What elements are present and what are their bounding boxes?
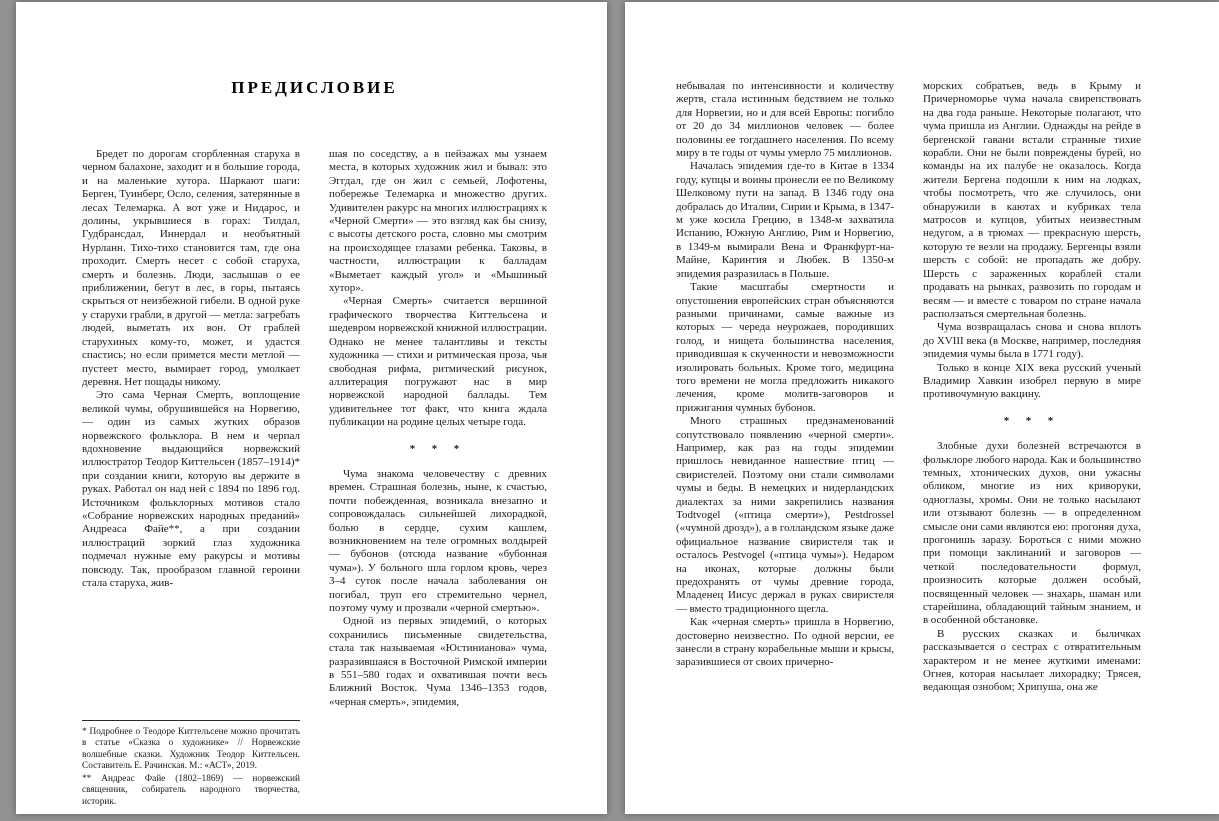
- right-page-columns: [676, 80, 1140, 695]
- right-page-column-2: [923, 80, 1141, 695]
- paragraph: Только в конце XIX века русский ученый Владимир Хавкин изобрел первую в мире противочумную вакцину.: [923, 361, 1141, 401]
- section-separator: * * *: [409, 442, 467, 455]
- paragraph: Это сама Черная Смерть, воплощение великой чумы, обрушившейся на Норвегию, — один из самых жутких образов норвежского фольклора. В нем и черпал вдохновение выдающийся норвежский иллюстратор Теодор Киттельсен (1857–1914)* при создании книги, которую вы держите в руках. Работал он над ней с 1894 по 1896 год. Источником фольклорных мотивов стало «Собрание норвежских народных преданий» Андреаса Файе**, а при создании иллюстраций зоркий глаз художника подмечал нужные ему ракурсы и мотивы повсюду. Так, прообразом главной героини стала старуха, жив-: [82, 389, 300, 589]
- left-page-columns: [82, 148, 547, 808]
- paragraph: ** Андреас Файе (1802–1869) — норвежский священник, собиратель народного творчества, историк.: [82, 774, 300, 807]
- paragraph: шая по соседству, а в пейзажах мы узнаем места, в которых художник жил и бывал: это Эггдал, где он жил с семьей, Лофотены, побережье Телемарка и множество других. Удивителен ракурс на многих иллюстрациях к «Черной Смерти» — это взгляд как бы снизу, с высоты детского роста, словно мы смотрим на происходящее глазами ребенка. Таковы, в частности, иллюстрации к балладам «Выметает каждый угол» и «Мышиный хутор».: [329, 148, 547, 295]
- paragraph: Одной из первых эпидемий, о которых сохранились письменные свидетельства, стала так называемая «Юстинианова» чума, разразившаяся в Восточной Римской империи в 551–580 годах и охватившая почти весь Ближний Восток. Чума 1346–1353 годов, «черная смерть», эпидемия,: [329, 615, 547, 708]
- paragraph: «Черная Смерть» считается вершиной графического творчества Киттельсена и шедевром норвежской книжной иллюстрации. Однако не менее талантливы и тексты художника — стихи и ритмическая проза, чья свободная рифма, ритмический рисунок, аллитерация погружают нас в мир норвежской народной баллады. Тем удивительнее тот факт, что книга ждала публикации на родине целых четыре года.: [329, 295, 547, 429]
- paragraph: небывалая по интенсивности и количеству жертв, стала истинным бедствием не только для Норвегии, но и для всей Европы: погибло от 20 до 34 миллионов человек — более половины ее тогдашнего населения. По всему миру в те годы от чумы умерло 75 миллионов.: [676, 80, 894, 160]
- paragraph: Чума возвращалась снова и снова вплоть до XVIII века (в Москве, например, последняя эпидемия чумы была в 1771 году).: [923, 321, 1141, 361]
- paragraph: Много страшных предзнаменований сопутствовало появлению «черной смерти». Например, как раз на годы эпидемии пришлось невиданное нашествие птиц — свиристелей. Поэтому они стали символами чумы и беды. В немецких и нидерландских диалектах за ними закрепились названия Todtvogel («птица смерти»), Pestdrossel («чумной дрозд»), а в голландском языке даже официальное название свиристеля так и осталось Pestvogel («птица чумы»). Недаром на иконах, которые должны были предохранять от чумы древние города, Младенец Иисус держал в руках свиристеля — вместо традиционного щегла.: [676, 415, 894, 615]
- column-text: [329, 148, 547, 709]
- paragraph: Чума знакома человечеству с древних времен. Страшная болезнь, ныне, к счастью, почти побежденная, возникала внезапно и сопровождалась сильнейшей лихорадкой, болью в сердце, сухим кашлем, возникновением на теле огромных волдырей — бубонов (отсюда название «бубонная чума»). У больного шла горлом кровь, через 3–4 суток после начала заболевания он погибал, труп его стремительно чернел, поэтому чуму и прозвали «черной смертью».: [329, 467, 547, 614]
- left-page: [16, 2, 607, 814]
- footnote-text: [82, 727, 300, 808]
- paragraph: Бредет по дорогам сгорбленная старуха в черном балахоне, заходит и в большие города, и на маленькие хутора. Шаркают шаги: Берген, Туинберг, Осло, селения, затерянные в лесах Телемарка. А вот уже и Нидарос, и долины, укрывшиеся в горах: Тилдал, Гудбрансдал, Иннердал и необъятный Нурланн. Тихо-тихо становится там, где она проходит. Смерть несет с собой старуха, смерть и болезнь. Люди, заслышав о ее приближении, бегут в лес, в горы, пытаясь скрыться от неизбежной гибели. В одной руке у старухи грабли, в другой — метла: загребать людей, выметать их вон. От граблей старухиных кому-то, может, и удастся спастись; но если примется мести метлой — пустеет место, вымирает город, умолкает деревня. Нет пощады никому.: [82, 148, 300, 388]
- left-page-column-2: [329, 148, 547, 709]
- column-text: [82, 148, 300, 590]
- paragraph: морских собратьев, ведь в Крыму и Причерноморье чума начала свирепствовать на два года раньше. Некоторые полагают, что чума пришла из Англии. Однажды на рейде в бергенской гавани встали странные тихие корабли. Они не были повреждены бурей, но команды на их палубе не оказалось. Когда жители Бергена подошли к ним на лодках, чтобы посмотреть, что же случилось, они обнаружили в каютах и кубриках тела матросов и купцов, убитых неизвестным недугом, а в трюмах — прекрасную шерсть, которую те везли на продажу. Бергенцы взяли шерсть с собой: не пропадать же добру. Шерсть с зараженных кораблей стали продавать на рынках, развозить по городам и весям — и вместе с товаром по стране начала расползаться смертельная болезнь.: [923, 80, 1141, 320]
- section-separator: * * *: [1003, 414, 1061, 427]
- page-title: ПРЕДИСЛОВИЕ: [231, 78, 398, 97]
- footnote-divider: [82, 720, 300, 721]
- left-page-column-1: [82, 148, 300, 808]
- paragraph: Злобные духи болезней встречаются в фольклоре любого народа. Как и большинство темных, хтонических духов, они ужасны обликом, многие из них криворуки, одноглазы, хромы. Они не только насылают или отзывают болезнь — в определенном смысле они сами являются ею: прогоняя духа, прогонишь заразу. Бороться с ними можно при помощи заклинаний и заговоров — четкой последовательности формул, произносить которые должен особый, посвященный человек — знахарь, шаман или старейшина, обладающий тайным знанием, и в особенной обстановке.: [923, 440, 1141, 627]
- right-page-column-1: [676, 80, 894, 670]
- right-page: [625, 2, 1219, 814]
- column-text: [923, 80, 1141, 695]
- paragraph: Как «черная смерть» пришла в Норвегию, достоверно неизвестно. По одной версии, ее занесли в страну корабельные мыши и крысы, заразившиеся от своих причерно-: [676, 616, 894, 669]
- paragraph: Началась эпидемия где-то в Китае в 1334 году, купцы и воины пронесли ее по Великому Шелковому пути на запад. В 1346 году она добралась до Италии, Сирии и Крыма, в 1347-м уже косила Грецию, в 1348-м захватила Испанию, Южную Англию, Рим и Норвегию, в 1349-м вымирали Вена и Франкфурт-на-Майне, Каринтия и Любек. В 1350-м эпидемия разразилась в Польше.: [676, 160, 894, 280]
- paragraph: * Подробнее о Теодоре Киттельсене можно прочитать в статье «Сказка о художнике» // Норвежские волшебные сказки. Художник Теодор Киттельсен. Составитель Е. Рачинская. М.: «АСТ», 2019.: [82, 726, 300, 771]
- paragraph: Такие масштабы смертности и опустошения европейских стран объясняются разными причинами, самые важные из которых — череда неурожаев, породивших голод, и нищета большинства населения, приводившая к скученности и невозможности изолировать больных. Кроме того, медицина того времени не могла предложить никакого лечения, кроме молитв-заговоров и прижигания чумных бубонов.: [676, 281, 894, 414]
- column-text: [676, 80, 894, 670]
- paragraph: В русских сказках и быличках рассказывается о сестрах с отвратительным характером и не менее жуткими именами: Огнея, которая насылает лихорадку; Трясея, ведающая ознобом; Хрипуша, она же: [923, 627, 1141, 694]
- footnotes: [82, 720, 300, 808]
